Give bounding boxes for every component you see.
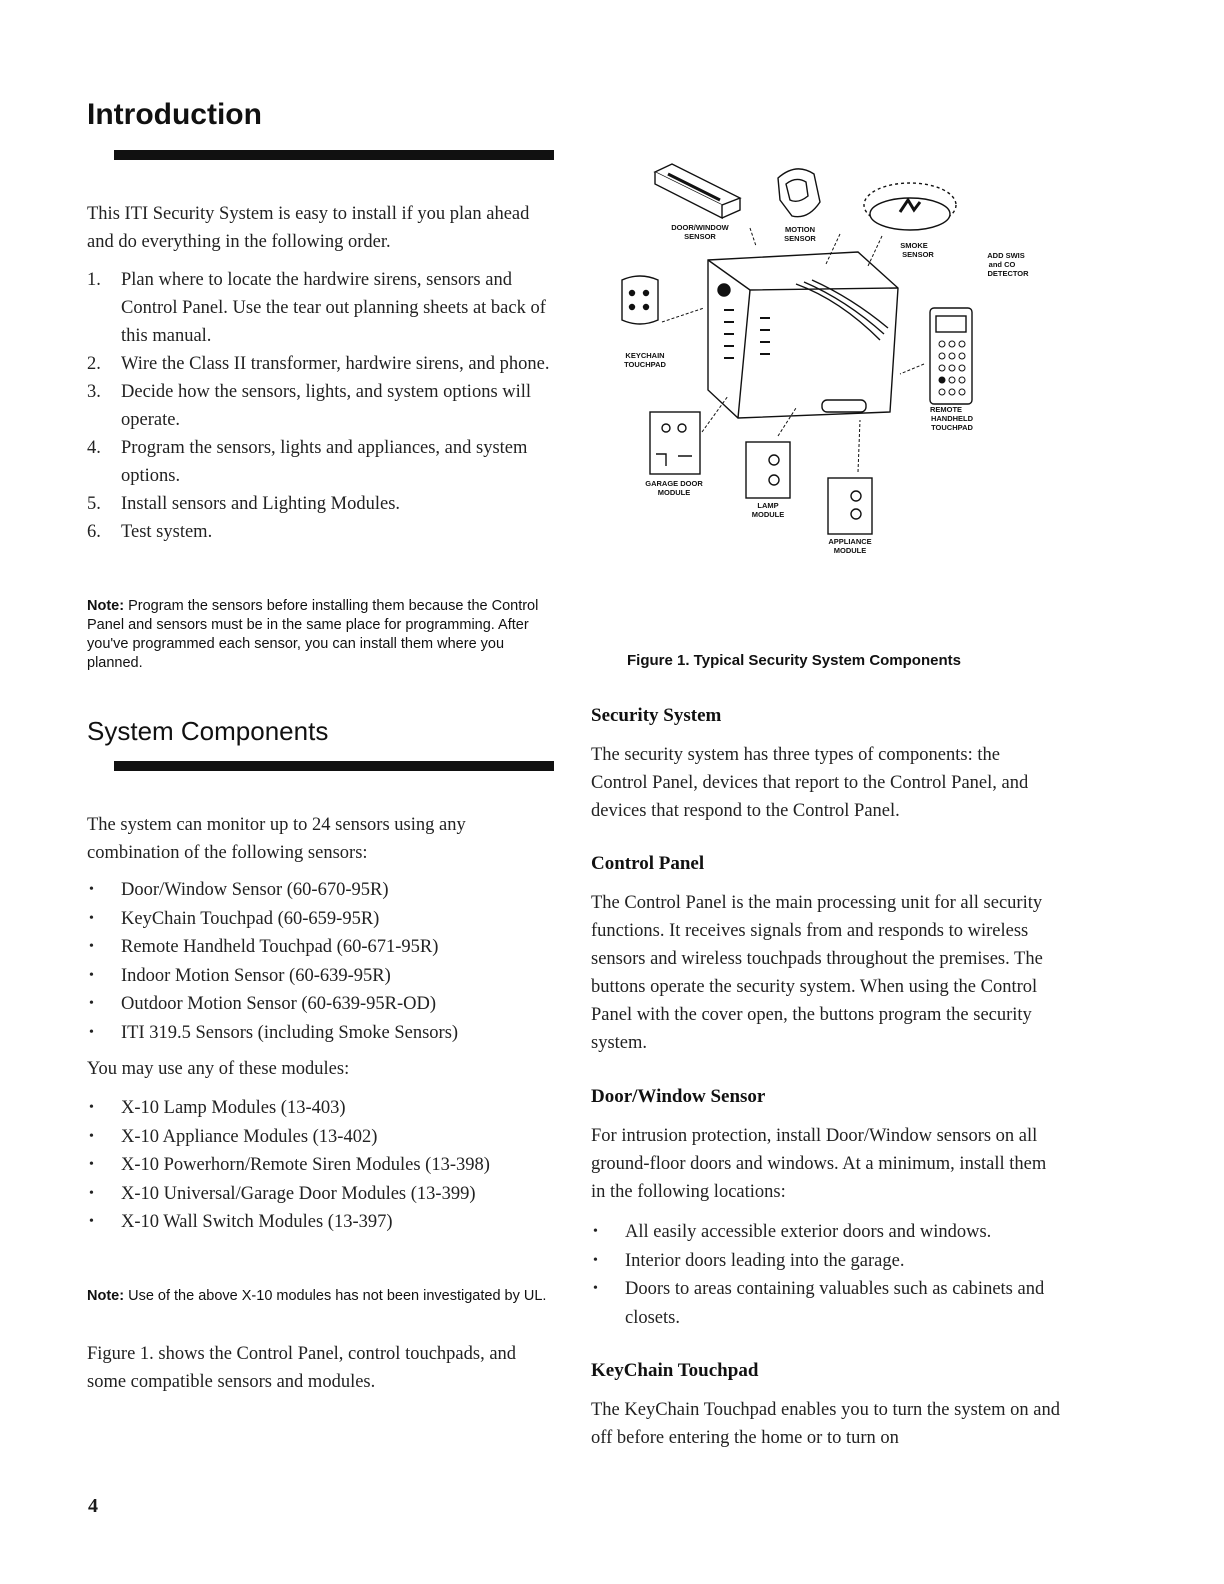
list-item: 3. Decide how the sensors, lights, and system options will operate. (87, 382, 532, 430)
appliance-module-icon (828, 478, 872, 534)
section-title-components: System Components (87, 716, 329, 746)
list-item: • X-10 Appliance Modules (13-402) (87, 1123, 527, 1152)
list-item: 4. Program the sensors, lights and appliances, and system options. (87, 438, 528, 486)
motion-sensor-icon (778, 169, 820, 217)
svg-text:MODULE: MODULE (751, 510, 785, 519)
list-item: • X-10 Wall Switch Modules (13-397) (87, 1208, 527, 1237)
svg-text:MODULE: MODULE (657, 488, 691, 497)
svg-text:HANDHELD: HANDHELD (930, 414, 974, 423)
svg-text:SENSOR: SENSOR (684, 232, 716, 241)
svg-text:SENSOR: SENSOR (784, 234, 816, 243)
title-rule (114, 150, 554, 160)
svg-text:SMOKE: SMOKE (900, 241, 928, 250)
install-steps (87, 266, 553, 546)
svg-text:DETECTOR: DETECTOR (987, 269, 1029, 278)
svg-text:KEYCHAIN: KEYCHAIN (625, 351, 665, 360)
program-note: Note: Program the sensors before installing them because the Control Panel and sensors must be in the same place for programming. After you've programmed each sensor, you can install them where you planned. (87, 598, 539, 671)
figure-reference-paragraph: Figure 1. shows the Control Panel, control touchpads, and some compatible sensors and modules. (87, 1344, 517, 1392)
list-item: • Interior doors leading into the garage. (591, 1247, 1061, 1276)
lamp-module-icon (746, 442, 790, 498)
list-item: 2. Wire the Class II transformer, hardwire sirens, and phone. (87, 354, 550, 374)
smoke-sensor-icon (864, 183, 956, 230)
section-rule (114, 761, 554, 771)
list-item: • ITI 319.5 Sensors (including Smoke Sensors) (87, 1019, 557, 1048)
remote-handheld-touchpad-icon (930, 308, 972, 404)
svg-text:REMOTE: REMOTE (929, 405, 963, 414)
heading-door-window-sensor: Door/Window Sensor (591, 1086, 766, 1107)
list-item: • X-10 Lamp Modules (13-403) (87, 1094, 527, 1123)
door-window-paragraph: For intrusion protection, install Door/Window sensors on all ground-floor doors and windows. At a minimum, install them in the following locations: (591, 1126, 1047, 1202)
svg-text:TOUCHPAD: TOUCHPAD (931, 423, 973, 432)
garage-door-module-icon (650, 412, 700, 474)
svg-text:LAMP: LAMP (757, 501, 779, 510)
svg-text:SENSOR: SENSOR (902, 250, 934, 259)
list-item: • Doors to areas containing valuables such as cabinets and closets. (591, 1275, 1061, 1332)
list-item: • Indoor Motion Sensor (60-639-95R) (87, 962, 557, 991)
list-item: • Outdoor Motion Sensor (60-639-95R-OD) (87, 990, 557, 1019)
page-number: 4 (88, 1495, 98, 1517)
keychain-paragraph: The KeyChain Touchpad enables you to turn the system on and off before entering the home or to turn on (591, 1400, 1060, 1448)
control-panel-icon (708, 252, 898, 418)
list-item: • Door/Window Sensor (60-670-95R) (87, 876, 557, 905)
list-item: • All easily accessible exterior doors and windows. (591, 1218, 1061, 1247)
svg-text:and CO: and CO (988, 260, 1016, 269)
list-item: • X-10 Universal/Garage Door Modules (13-399) (87, 1180, 527, 1209)
security-paragraph: The security system has three types of components: the Control Panel, devices that report to the Control Panel, and devices that respond to the Control Panel. (591, 745, 1029, 821)
list-item: • Remote Handheld Touchpad (60-671-95R) (87, 933, 557, 962)
sensor-list (87, 876, 557, 1047)
list-item: • X-10 Powerhorn/Remote Siren Modules (13-398) (87, 1151, 527, 1180)
modules-intro: You may use any of these modules: (87, 1059, 350, 1079)
svg-text:MOTION: MOTION (785, 225, 815, 234)
components-paragraph: The system can monitor up to 24 sensors using any combination of the following sensors: (87, 815, 466, 863)
door-window-locations (591, 1218, 1061, 1332)
list-item: 1. Plan where to locate the hardwire sirens, sensors and Control Panel. Use the tear out planning sheets at back of this manual. (87, 270, 546, 346)
svg-text:MODULE: MODULE (833, 546, 867, 555)
heading-security-system: Security System (591, 705, 722, 726)
list-item: • KeyChain Touchpad (60-659-95R) (87, 905, 557, 934)
module-list (87, 1094, 527, 1237)
x10-note: Note: Use of the above X-10 modules has not been investigated by UL. (87, 1288, 547, 1304)
intro-paragraph: This ITI Security System is easy to install if you plan ahead and do everything in the following order. (87, 204, 530, 252)
svg-text:GARAGE DOOR: GARAGE DOOR (645, 479, 703, 488)
list-item: 6. Test system. (87, 522, 213, 542)
system-components-figure (600, 150, 1060, 570)
control-panel-paragraph: The Control Panel is the main processing unit for all security functions. It receives signals from and responds to wireless sensors and wireless touchpads throughout the premises. The buttons operate the security system. When using the Control Panel with the cover open, the buttons program the security system. (591, 893, 1043, 1053)
svg-text:DOOR/WINDOW: DOOR/WINDOW (671, 223, 729, 232)
svg-text:ADD SWIS: ADD SWIS (987, 251, 1025, 260)
page-title: Introduction (87, 98, 262, 131)
heading-control-panel: Control Panel (591, 853, 705, 874)
svg-text:APPLIANCE: APPLIANCE (828, 537, 872, 546)
door-window-sensor-icon (655, 164, 740, 218)
list-item: 5. Install sensors and Lighting Modules. (87, 494, 401, 514)
svg-text:TOUCHPAD: TOUCHPAD (624, 360, 666, 369)
heading-keychain-touchpad: KeyChain Touchpad (591, 1360, 759, 1381)
figure-caption: Figure 1. Typical Security System Components (627, 652, 961, 669)
keychain-touchpad-icon (622, 276, 658, 324)
